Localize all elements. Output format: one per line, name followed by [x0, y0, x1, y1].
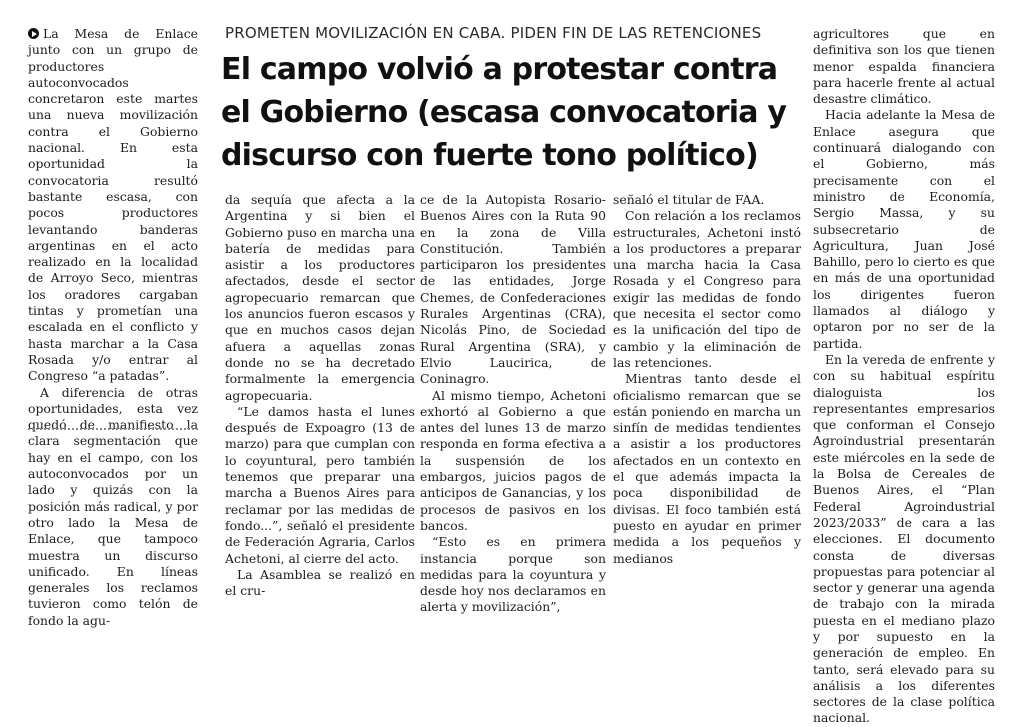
article-headline: El campo volvió a protestar contra el Gobierno (escasa convocatoria y discurso con fuerte tono político)	[221, 52, 787, 173]
paragraph: agricultores que en definitiva son los que tienen menor espalda financiera para hacerle frente al actual desastre climático.	[813, 26, 995, 107]
paragraph: A diferencia de otras oportunidades, esta vez quedó de manifiesto la clara segmentación que hay en el campo, con los autoconvocados por un lado y quizás con la posición más radical, y por otro lado la Mesa de Enlace, que tampoco muestra un discurso unificado. En líneas generales los reclamos tuvieron como telón de fondo la agu-	[28, 384, 198, 628]
paragraph	[28, 26, 198, 385]
paragraph-text: La Mesa de Enlace junto con un grupo de productores autoconvocados concretaron este martes una nueva movilización contra el Gobierno nacional. En esta oportunidad la convocatoria resultó bastante escasa, con pocos productores levantando banderas argentinas en el acto realizado en la localidad de Arroyo Seco, mientras los oradores cargaban tintas y prometían una escalada en el conflicto y hasta marchar a la Casa Rosada y/o entrar al Congreso “a patadas”.	[28, 26, 198, 384]
paragraph: “Esto es en primera instancia porque son medidas para la coyuntura y desde hoy nos declaramos en alerta y movilización”,	[420, 534, 606, 615]
paragraph: En la vereda de enfrente y con su habitual espíritu dialoguista los representantes empresarios que conforman el Consejo Agroindustrial presentarán este miércoles en la sede de la Bolsa de Cereales de Buenos Aires, el “Plan Federal Agroindustrial 2023/2033” de cara a las elecciones. El documento consta de diversas propuestas para potenciar al sector y generar una agenda de trabajo con la mirada puesta en el mediano plazo y por supuesto en la generación de empleo. En tanto, será elevado para su análisis a los diferentes sectores de la clase política nacional.	[813, 351, 995, 726]
text-column-5	[813, 26, 995, 727]
paragraph: Mientras tanto desde el oficialismo remarcan que se están poniendo en marcha un sinfín de medidas tendientes a asistir a los productores afectados en un contexto en el que además impacta la poca disponibilidad de divisas. El foco también está puesto en ayudar en primer medida a los pequeños y medianos	[613, 371, 801, 566]
text-column-1	[28, 26, 198, 629]
paragraph: Hacia adelante la Mesa de Enlace asegura que continuará dialogando con el Gobierno, más precisamente con el ministro de Economía, Sergio Massa, y su subsecretario de Agricultura, Juan José Bahillo, pero lo cierto es que en más de una oportunidad los dirigentes fueron llamados al diálogo y optaron por no ser de la partida.	[813, 107, 995, 351]
paragraph: Con relación a los reclamos estructurales, Achetoni instó a los productores a preparar una marcha hacia la Casa Rosada y el Congreso para exigir las medidas de fondo que necesita el sector como es la unificación del tipo de cambio y la eliminación de las retenciones.	[613, 208, 801, 370]
text-column-3	[420, 192, 606, 616]
paragraph: da sequía que afecta a la Argentina y si bien el Gobierno puso en marcha una batería de medidas para asistir a los productores afectados, desde el sector agropecuario remarcan que los anuncios fueron escasos y que en muchos casos dejan afuera a aquellas zonas donde no se ha decretado formalmente la emergencia agropecuaria.	[225, 192, 415, 403]
text-column-4	[613, 192, 801, 567]
dotted-divider	[28, 428, 198, 430]
play-bullet-icon	[28, 28, 39, 39]
article-kicker: PROMETEN MOVILIZACIÓN EN CABA. PIDEN FIN DE LAS RETENCIONES	[225, 24, 762, 42]
paragraph: “Le damos hasta el lunes después de Expoagro (13 de marzo) para que cumplan con lo coyuntural, pero también tenemos que preparar una marcha a Buenos Aires para reclamar por las medidas de fondo...”, señaló el presidente de Federación Agraria, Carlos Achetoni, al cierre del acto.	[225, 403, 415, 566]
paragraph: señaló el titular de FAA.	[613, 192, 765, 207]
text-column-2	[225, 192, 415, 599]
paragraph: Al mismo tiempo, Achetoni exhortó al Gobierno a que antes del lunes 13 de marzo responda en forma efectiva a la suspensión de los embargos, juicios pagos de anticipos de Ganancias, y los procesos de pasivos en los bancos.	[420, 387, 606, 533]
paragraph: La Asamblea se realizó en el cru-	[225, 566, 415, 599]
paragraph: ce de la Autopista Rosario-Buenos Aires con la Ruta 90 en la zona de Villa Constitución. También participaron los presidentes de las entidades, Jorge Chemes, de Confederaciones Rurales Argentinas (CRA), Nicolás Pino, de Sociedad Rural Argentina (SRA), y Elvio Laucirica, de Coninagro.	[420, 192, 606, 387]
